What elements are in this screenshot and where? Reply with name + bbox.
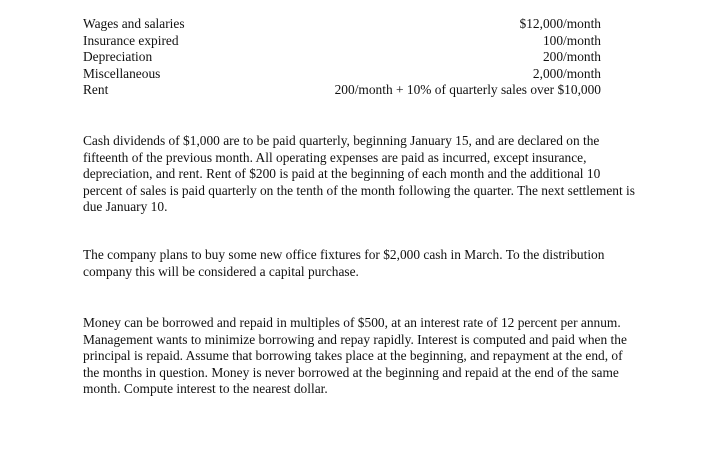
expense-amount: 100/month xyxy=(542,32,601,48)
borrowing-paragraph: Money can be borrowed and repaid in multiples of $500, at an interest rate of 12 percent per annum. Management wants to minimize borrowing and repay rapidly. Interest is computed and paid when the principal is repaid. Assume that borrowing takes place at the beginning, and repayment at the end, of the months in question. Money is never borrowed at the beginning and repaid at the end of the same month. Compute interest to the nearest dollar. xyxy=(83,315,627,397)
expense-label: Insurance expired xyxy=(83,32,179,48)
expense-row-depreciation xyxy=(83,49,601,66)
expense-row-insurance xyxy=(83,33,601,50)
dividends-paragraph: Cash dividends of $1,000 are to be paid quarterly, beginning January 15, and are declared on the fifteenth of the previous month. All operating expenses are paid as incurred, except insurance, depreciation, and rent. Rent of $200 is paid at the beginning of each month and the additional 10 percent of sales is paid quarterly on the tenth of the month following the quarter. The next settlement is due January 10. xyxy=(83,133,635,215)
expense-amount: 200/month + 10% of quarterly sales over $10,000 xyxy=(334,82,601,98)
expense-row-rent xyxy=(83,82,601,99)
office-fixtures-paragraph: The company plans to buy some new office fixtures for $2,000 cash in March. To the distribution company this will be considered a capital purchase. xyxy=(83,247,605,279)
expense-label: Depreciation xyxy=(83,49,153,65)
expense-amount: 2,000/month xyxy=(532,65,601,81)
operating-expenses-table xyxy=(83,16,601,99)
expense-label: Miscellaneous xyxy=(83,65,161,81)
expense-amount: 200/month xyxy=(542,49,601,65)
expense-label: Wages and salaries xyxy=(83,16,185,31)
expense-row-miscellaneous xyxy=(83,66,601,83)
expense-label: Rent xyxy=(83,82,109,98)
expense-row-wages xyxy=(83,16,601,33)
expense-amount: $12,000/month xyxy=(519,16,601,31)
